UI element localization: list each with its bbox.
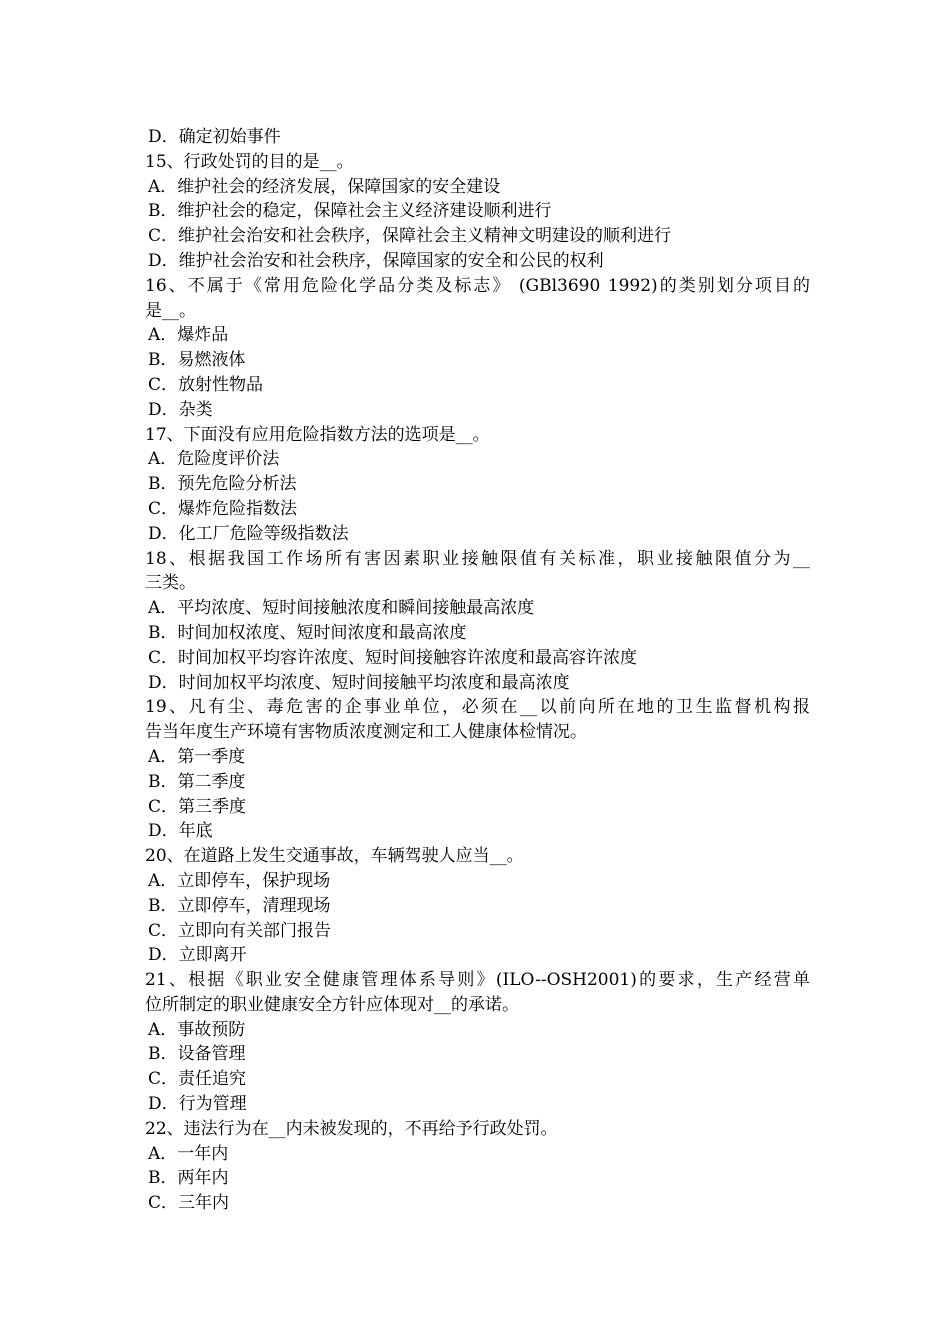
answer-option: A．立即停车，保护现场 [148,870,331,891]
answer-option: A．危险度评价法 [148,449,280,470]
answer-option: C．第三季度 [148,796,247,817]
answer-option: A．维护社会的经济发展，保障国家的安全建设 [148,176,501,197]
question-text: 21、根据《职业安全健康管理体系导则》(ILO--OSH2001)的要求，生产经营单 [145,970,810,991]
question-text: 是__。 [145,300,196,321]
answer-option: D．时间加权平均浓度、短时间接触平均浓度和最高浓度 [148,672,570,693]
question-text: 告当年度生产环境有害物质浓度测定和工人健康体检情况。 [145,722,587,743]
answer-option: C．时间加权平均容许浓度、短时间接触容许浓度和最高容许浓度 [148,647,638,668]
question-text: 17、下面没有应用危险指数方法的选项是__。 [145,424,490,445]
answer-option: B．设备管理 [148,1044,246,1065]
question-text: 三类。 [145,573,196,594]
answer-option: A．平均浓度、短时间接触浓度和瞬间接触最高浓度 [148,598,535,619]
question-text: 16、不属于《常用危险化学品分类及标志》 (GBl3690 1992)的类别划分项目的 [145,275,810,296]
answer-option: B．易燃液体 [148,350,246,371]
answer-option: D．立即离开 [148,945,247,966]
answer-option: D．维护社会治安和社会秩序，保障国家的安全和公民的权利 [148,250,604,271]
answer-option: D．化工厂危险等级指数法 [148,523,349,544]
answer-option: A．第一季度 [148,746,246,767]
answer-option: B．维护社会的稳定，保障社会主义经济建设顺利进行 [148,201,552,222]
question-text: 18、根据我国工作场所有害因素职业接触限值有关标准，职业接触限值分为__ [145,548,810,569]
answer-option: B．立即停车，清理现场 [148,895,331,916]
answer-option: C．立即向有关部门报告 [148,920,332,941]
answer-option: B．第二季度 [148,771,246,792]
answer-option: A．爆炸品 [148,325,229,346]
answer-option: B．预先危险分析法 [148,474,297,495]
answer-option: D．年底 [148,821,213,842]
answer-option: B．两年内 [148,1168,229,1189]
answer-option: B．时间加权浓度、短时间浓度和最高浓度 [148,622,467,643]
answer-option: C．放射性物品 [148,374,264,395]
question-list [145,125,810,1216]
answer-option: C．爆炸危险指数法 [148,498,298,519]
question-text: 位所制定的职业健康安全方针应体现对__的承诺。 [145,994,519,1015]
answer-option: A．一年内 [148,1143,229,1164]
question-text: 20、在道路上发生交通事故，车辆驾驶人应当__。 [145,846,524,867]
answer-option: C．三年内 [148,1193,230,1214]
answer-option: D．杂类 [148,399,213,420]
answer-option: C．维护社会治安和社会秩序，保障社会主义精神文明建设的顺利进行 [148,226,672,247]
answer-option: A．事故预防 [148,1019,246,1040]
question-text: 15、行政处罚的目的是__。 [145,151,354,172]
answer-option: D．确定初始事件 [148,127,281,147]
question-text: 19、凡有尘、毒危害的企事业单位，必须在__以前向所在地的卫生监督机构报 [145,697,810,718]
answer-option: C．责任追究 [148,1069,247,1090]
question-text: 22、违法行为在__内未被发现的，不再给予行政处罚。 [145,1118,558,1139]
answer-option: D．行为管理 [148,1094,247,1115]
